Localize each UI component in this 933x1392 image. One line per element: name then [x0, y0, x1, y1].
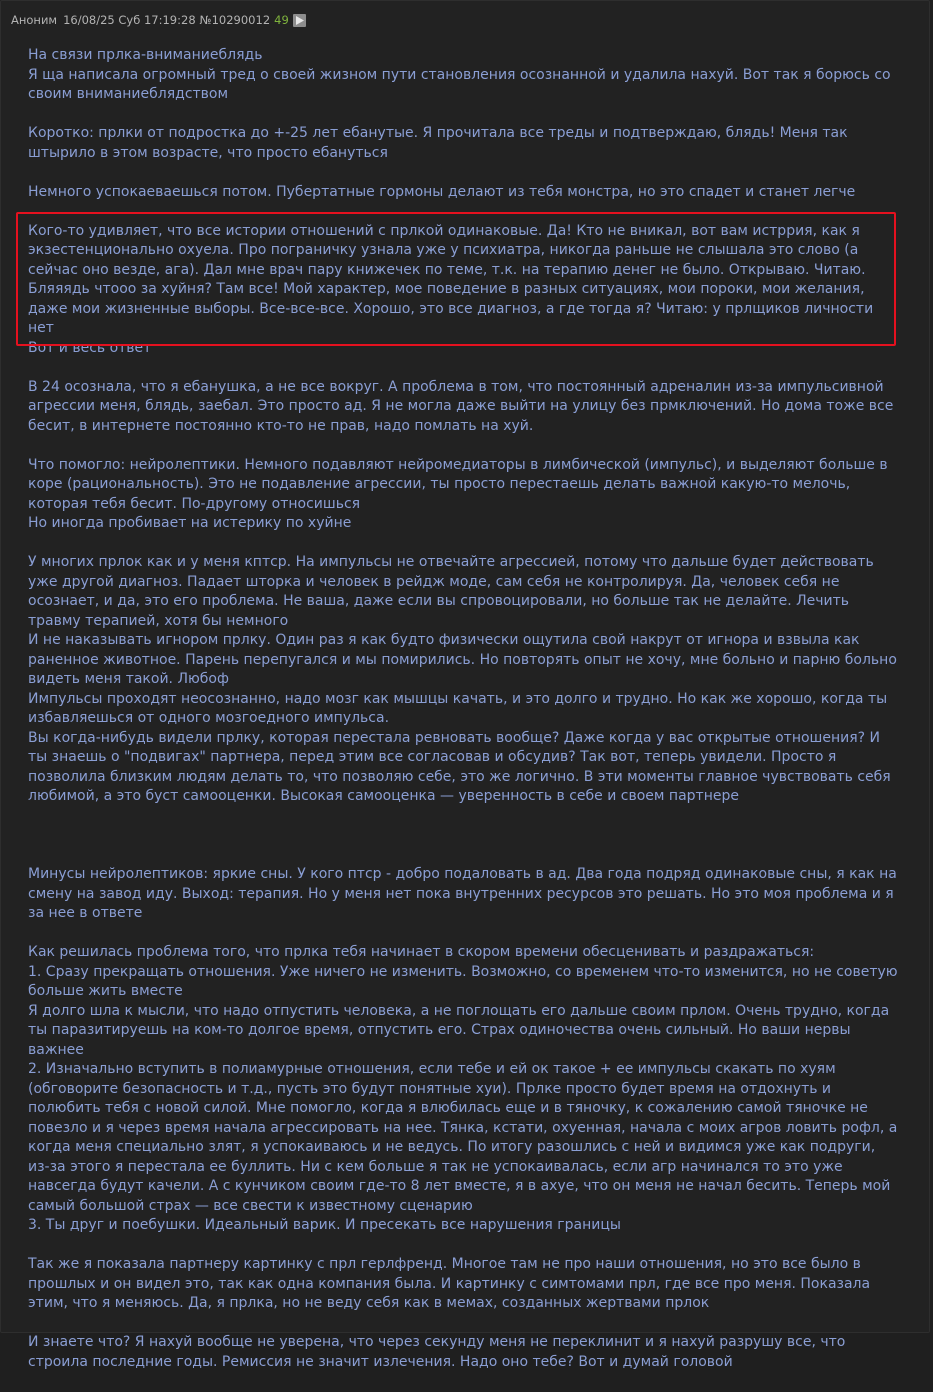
paragraph — [28, 46, 898, 105]
text-line: Вы когда-нибудь видели прлку, которая перестала ревновать вообще? Даже когда у вас открытые отношения? И ты знаешь о "подвигах" партнера, перед этим все согласовав и обсудив? Так вот, теперь увидели. Просто я позволила близким людям делать то, что позволяю себе, это же логично. В эти моменты главное чувствовать себя любимой, а это буст самооценки. Высокая самооценка — уверенность в себе и своем партнере — [28, 729, 891, 804]
text-line: 2. Изначально вступить в полиамурные отношения, если тебе и ей ок такое + ее импульсы скакать по хуям (обговорите безопасность и т.д., пусть это будут понятные хуи). Прлке просто будет время на отдохнуть и полюбить тебя с новой силой. Мне помогло, когда я влюбилась еще и в тяночку, к сожалению самой тяночке не повезло и я через время начала агрессировать на нее. Тянка, кстати, охуенная, начала с моих агров ловить рофл, а когда меня специально злят, я успокаиваюсь и не ведусь. По итогу разошлись с ней и видимся уже как подруги, из-за этого я перестала ее буллить. Ни с кем больше я так не успокаивалась, если агр начинался то это уже навсегда будут качели. А с кунчиком своим где-то 8 лет вместе, я в ахуе, что он меня не начал бесить. Теперь мой самый большой страх — все свести к известному сценарию — [28, 1061, 898, 1214]
text-line: У многих прлок как и у меня кптср. На импульсы не отвечайте агрессией, потому что дальше будет действовать уже другой диагноз. Падает шторка и человек в рейдж моде, сам себя не контролируя. Да, человек себя не осознает, и да, это его проблема. Не ваша, даже если вы спровоцировали, но больше так не делайте. Лечить травму терапией, хотя бы немного — [28, 554, 874, 629]
post-datetime: 16/08/25 Суб 17:19:28 — [63, 13, 196, 27]
paragraph — [28, 456, 898, 534]
blank-line — [28, 846, 898, 866]
text-line: Что помогло: нейролептики. Немного подавляют нейромедиаторы в лимбической (импульс), и выделяют больше в коре (рациональность). Это не подавление агрессии, ты просто перестаешь делать важной какую-то мелочь, которая тебя бесит. По-другому относишься — [28, 456, 888, 512]
paragraph — [28, 1255, 898, 1314]
paragraph — [28, 865, 898, 924]
reply-count[interactable]: 49 — [274, 13, 289, 27]
text-line: И знаете что? Я нахуй вообще не уверена, что через секунду меня не переклинит и я нахуй разрушу все, что строила последние годы. Ремиссия не значит излечения. Надо оно тебе? Вот и думай головой — [28, 1334, 846, 1370]
paragraph — [28, 943, 898, 1236]
text-line: Минусы нейролептиков: яркие сны. У кого птср - добро подаловать в ад. Два года подряд одинаковые сны, я как на смену на завод иду. Выход: терапия. Но у меня нет пока внутренних ресурсов это решать. Но это моя проблема и я за нее в ответе — [28, 866, 897, 921]
text-line: И не наказывать игнором прлку. Один раз я как будто физически ощутила свой накрут от игнора и взвыла как раненное животное. Парень перепугался и мы помирились. Но повторять опыт не хочу, мне больно и парню больно видеть меня такой. Любоф — [28, 632, 897, 687]
blank-line — [28, 826, 898, 846]
text-line: Импульсы проходят неосознанно, надо мозг как мышцы качать, и это долго и трудно. Но как же хорошо, когда ты избавляешься от одного мозгоедного импульса. — [28, 690, 888, 726]
text-line: Вот и весь ответ — [28, 339, 152, 356]
text-line: Но иногда пробивает на истерику по хуйне — [28, 515, 352, 531]
text-line: Коротко: прлки от подростка до +-25 лет ебанутые. Я прочитала все треды и подтверждаю, блядь! Меня так штырило в этом возрасте, что просто ебануться — [28, 125, 848, 161]
text-line: Так же я показала партнеру картинку с прл герлфренд. Многое там не про наши отношения, но это все было в прошлых и он видел это, так как одна компания была. И картинку с симтомами прл, где все про меня. Показала этим, что я меняюсь. Да, я прлка, но не веду себя как в мемах, созданных жертвами прлок — [28, 1256, 871, 1311]
text-line: 3. Ты друг и поебушки. Идеальный варик. И пресекать все нарушения границы — [28, 1217, 621, 1233]
text-line: Я ща написала огромный тред о своей жизном пути становления осознанной и удалила нахуй. Вот так я борюсь со своим вниманиеблядством — [28, 66, 891, 102]
paragraph — [28, 378, 898, 437]
paragraph — [28, 553, 898, 807]
play-icon[interactable] — [293, 14, 306, 27]
text-line: В 24 осознала, что я ебанушка, а не все вокруг. А проблема в том, что постоянный адреналин из-за импульсивной агрессии меня, блядь, заебал. Это просто ад. Я не могла даже выйти на улицу без прмключений. Но дома тоже все бесит, в интернете постоянно кто-то не прав, надо помлать на хуй. — [28, 378, 894, 434]
text-line: Кого-то удивляет, что все истории отношений с прлкой одинаковые. Да! Кто не вникал, вот вам истррия, как я экзестенционально охуела. Про пограничку узнала уже у психиатра, никогда раньше не слышала это слово (а сейчас оно везде, ага). Дал мне врач пару книжечек по теме, т.к. на терапию денег не было. Открываю. Читаю. Бляяядь чтооо за хуйня? Там все! Мой характер, мое поведение в разных ситуациях, мои пороки, мои желания, даже мои жизненные выборы. Все-все-все. Хорошо, это все диагноз, а где тогда я? Читаю: у прлщиков личности нет — [28, 222, 874, 336]
post-header — [11, 11, 306, 29]
post-author: Аноним — [11, 13, 58, 27]
text-line: На связи прлка-вниманиеблядь — [28, 47, 263, 63]
text-line: Как решилась проблема того, что прлка тебя начинает в скором времени обесценивать и раздражаться: — [28, 944, 815, 960]
text-line: Я долго шла к мысли, что надо отпустить человека, а не поглощать его дальше своим прлом. Очень трудно, когда ты паразитируешь на ком-то долгое время, отпустить его. Страх одиночества очень сильный. Но ваши нервы важнее — [28, 1002, 890, 1058]
paragraph — [28, 124, 898, 163]
text-line: Немного успокаеваешься потом. Пубертатные гормоны делают из тебя монстра, но это спадет и станет легче — [28, 183, 856, 200]
paragraph — [28, 183, 898, 203]
post-body — [28, 46, 898, 1392]
highlighted-paragraph — [28, 222, 898, 359]
text-line: 1. Сразу прекращать отношения. Уже ничего не изменить. Возможно, со временем что-то изменится, но не советую больше жить вместе — [28, 963, 898, 999]
post-number-link[interactable]: №10290012 — [199, 13, 271, 27]
